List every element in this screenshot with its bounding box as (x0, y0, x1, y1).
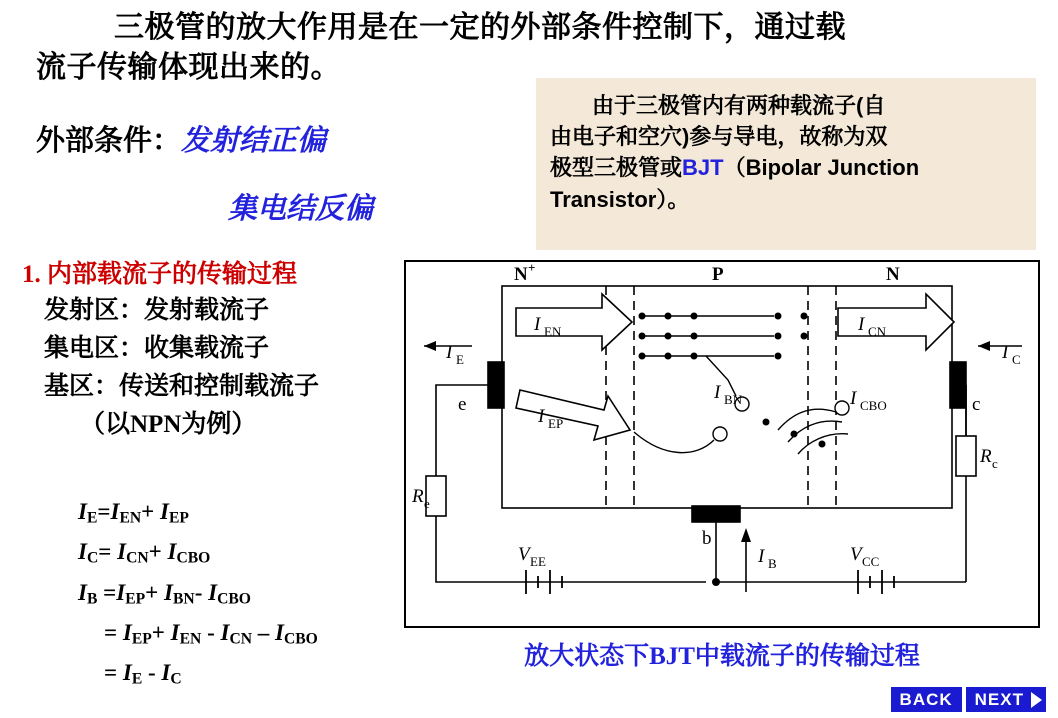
page-title (36, 8, 1036, 87)
svg-text:EP: EP (548, 416, 564, 431)
svg-text:e: e (458, 394, 467, 415)
svg-text:I: I (1002, 342, 1009, 363)
svg-text:EE: EE (530, 554, 546, 569)
list-item: （以NPN为例） (80, 411, 257, 438)
note-line-3-pre: 极型三极管或 (550, 155, 683, 181)
svg-text:CC: CC (862, 554, 880, 569)
svg-text:c: c (992, 456, 998, 471)
svg-text:I: I (538, 406, 545, 427)
svg-text:N: N (514, 264, 528, 285)
svg-text:R: R (980, 446, 992, 467)
equation-ib-simplified: = $I_E - I_C$ (104, 660, 182, 688)
note-line-2: 由电子和空穴)参与导电，故称为双 (550, 124, 888, 150)
svg-text:E: E (456, 352, 464, 367)
svg-text:I: I (446, 342, 453, 363)
svg-text:V: V (518, 544, 530, 565)
external-condition-item-2: 集电结反偏 (228, 193, 374, 225)
next-button-label: NEXT (974, 690, 1024, 709)
svg-text:CBO: CBO (860, 398, 887, 413)
svg-text:I: I (758, 546, 765, 567)
bullet-list (44, 292, 319, 444)
svg-text:+: + (528, 262, 536, 275)
svg-text:C: C (1012, 352, 1021, 367)
svg-text:c: c (972, 394, 981, 415)
svg-text:BN: BN (724, 392, 743, 407)
list-item: 集电区：收集载流子 (44, 335, 270, 362)
heading-line-1: 三极管的放大作用是在一定的外部条件控制下，通过载 (114, 11, 846, 44)
figure-caption: 放大状态下BJT中载流子的传输过程 (524, 643, 920, 670)
section-title: 1. 内部载流子的传输过程 (22, 261, 298, 288)
svg-text:P: P (712, 264, 724, 285)
svg-text:V: V (850, 544, 862, 565)
svg-text:I: I (850, 388, 857, 409)
equation-ib-expanded: = $I_{EP}+ I_{EN} - I_{CN} - I_{CBO}$ (104, 619, 318, 648)
list-item: 基区：传送和控制载流子 (44, 373, 320, 400)
note-box (536, 78, 1036, 250)
svg-text:I: I (534, 314, 541, 335)
bjt-carrier-transport-figure (404, 260, 1040, 628)
back-button[interactable]: BACK (889, 685, 964, 714)
svg-text:I: I (714, 382, 721, 403)
equation-ic: $I_C= I_{CN}+ I_{CBO}$ (78, 539, 211, 567)
svg-text:R: R (412, 486, 424, 507)
svg-text:b: b (702, 528, 712, 549)
svg-text:e: e (424, 496, 430, 511)
external-conditions-label: 外部条件： (36, 125, 182, 157)
equation-block (78, 492, 318, 694)
heading-line-2: 流子传输体现出来的。 (36, 50, 341, 84)
note-bjt-accent: BJT (682, 155, 724, 181)
list-item: 发射区：发射载流子 (44, 297, 270, 324)
svg-text:I: I (858, 314, 865, 335)
external-condition-item-1: 发射结正偏 (181, 125, 327, 157)
next-button[interactable] (964, 685, 1048, 714)
note-line-3 (550, 152, 1022, 183)
navigation-buttons (889, 685, 1048, 714)
equation-ie: $I_E=I_{EN}+ I_{EP}$ (78, 499, 189, 527)
svg-text:N: N (886, 264, 900, 285)
svg-text:B: B (768, 556, 777, 571)
equation-ib: $I_B =I_{EP}+ I_{BN}-$ $I_{CBO}$ (78, 579, 251, 608)
note-line-1: 由于三极管内有两种载流子(自 (592, 93, 886, 118)
note-line-3-post: （Bipolar Junction (723, 155, 920, 181)
svg-text:EN: EN (544, 324, 562, 339)
external-conditions (36, 120, 326, 162)
note-line-4: Transistor）。 (550, 186, 690, 212)
svg-text:CN: CN (868, 324, 887, 339)
arrow-right-icon (1031, 692, 1042, 708)
